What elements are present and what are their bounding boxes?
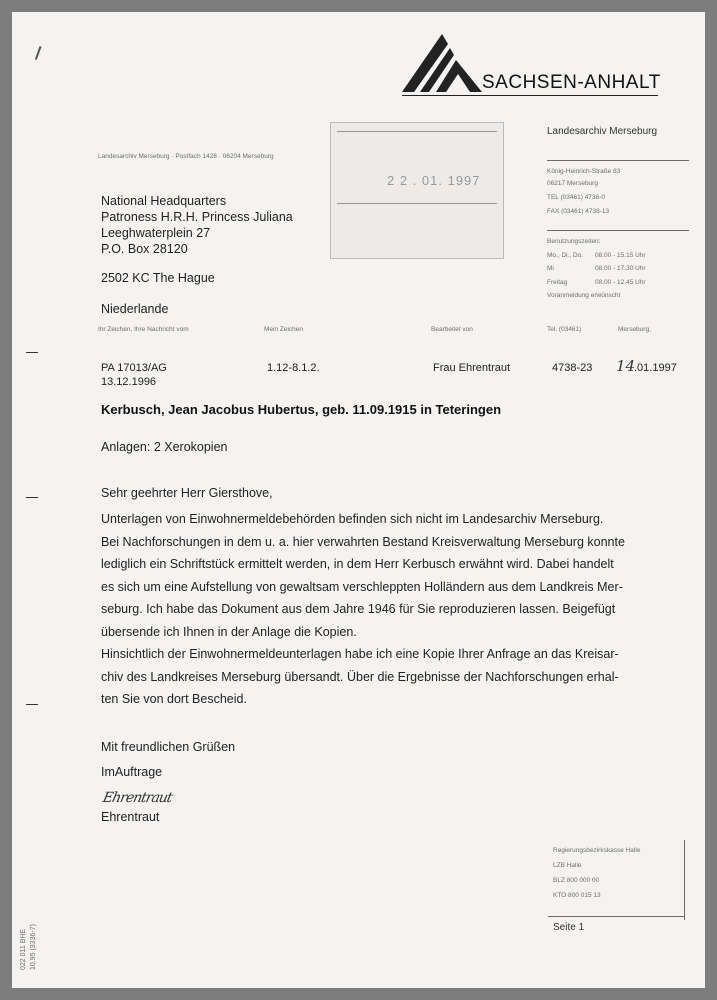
label-your-ref: Ihr Zeichen, Ihre Nachricht vom [98, 326, 189, 333]
form-number: 022 011 BHE [20, 928, 27, 970]
recipient-line-2: Patroness H.R.H. Princess Juliana [101, 210, 293, 224]
recipient-line-1: National Headquarters [101, 194, 227, 208]
attachments: Anlagen: 2 Xerokopien [101, 440, 228, 454]
date-day-handwritten: 14 [616, 357, 636, 375]
hours-title: Benutzungszeiten: [547, 238, 601, 245]
brand-underline [402, 95, 658, 96]
signer-name: Ehrentraut [101, 810, 160, 824]
appointment-note: Voranmeldung erwünscht [547, 292, 621, 299]
hours-time-3: 08.00 - 12.45 Uhr [595, 279, 646, 286]
letterhead-rule-2 [547, 230, 689, 231]
label-handled-by: Bearbeitet von [431, 326, 473, 333]
handled-by: Frau Ehrentraut [433, 362, 511, 374]
city: 06217 Merseburg [547, 180, 598, 187]
paragraph-1-line: es sich um eine Aufstellung von gewaltsam verschleppten Holländern aus dem Landkreis Mer- [101, 579, 623, 594]
salutation: Sehr geehrter Herr Giersthove, [101, 486, 273, 500]
form-date: 10.95 (3336-7) [30, 924, 37, 970]
fold-mark [26, 352, 38, 353]
page-number: Seite 1 [553, 922, 585, 933]
bank-line-1: Regierungsbezirkskasse Halle [553, 847, 641, 854]
punch-mark [26, 497, 38, 498]
received-stamp [330, 122, 504, 259]
your-ref: PA 17013/AG [101, 362, 167, 374]
street: König-Heinrich-Straße 83 [547, 168, 621, 175]
sachsen-anhalt-logo-icon [396, 32, 486, 94]
fax: FAX (03461) 4738-13 [547, 208, 610, 215]
handwritten-signature: Ehrentraut [101, 790, 174, 806]
paragraph-1-line: übersende ich Ihnen in der Anlage die Kopien. [101, 624, 357, 639]
stamp-line [337, 131, 497, 132]
ink-mark [35, 46, 47, 62]
body-paragraph-2 [101, 643, 651, 711]
subject: Kerbusch, Jean Jacobus Hubertus, geb. 11.09.1915 in Teteringen [101, 402, 502, 417]
stamp-line [337, 203, 497, 204]
stamp-date: 2 2 . 01. 1997 [387, 173, 481, 188]
closing: Mit freundlichen Grüßen [101, 740, 236, 754]
date-month-year: .01.1997 [634, 362, 677, 374]
paragraph-1-line: seburg. Ich habe das Dokument aus dem Jahre 1946 für Sie reproduzieren lassen. Beigefügt [101, 602, 616, 616]
telephone: TEL (03461) 4738-0 [547, 194, 605, 201]
bank-line-3: BLZ 800 000 00 [553, 877, 600, 884]
label-my-ref: Mein Zeichen [264, 326, 304, 333]
on-behalf: ImAuftrage [101, 765, 163, 779]
paragraph-2-line: Hinsichtlich der Einwohnermeldeunterlagen habe ich eine Kopie Ihrer Anfrage an das Kreisar- [101, 647, 619, 661]
hours-time-2: 08.00 - 17.30 Uhr [595, 265, 646, 272]
bank-line-4: KTO 800 015 13 [553, 892, 601, 899]
brand-name: SACHSEN-ANHALT [482, 72, 661, 93]
hours-day-2: Mi [547, 265, 554, 272]
body-paragraph-1 [101, 508, 651, 643]
recipient-line-3: Leeghwaterplein 27 [101, 226, 211, 240]
bank-vertical-rule [684, 840, 685, 920]
fold-mark [26, 704, 38, 705]
hours-day-1: Mo., Di., Do. [547, 252, 584, 259]
paragraph-1-line: Unterlagen von Einwohnermeldebehörden befinden sich nicht im Landesarchiv Merseburg. [101, 512, 604, 526]
tel-extension: 4738-23 [552, 362, 593, 374]
recipient-block [101, 193, 293, 257]
hours-time-1: 08.00 - 15.15 Uhr [595, 252, 646, 259]
label-tel: Tel. (03461) [547, 326, 582, 333]
bank-rule [548, 916, 685, 917]
institution-name: Landesarchiv Merseburg [547, 126, 658, 137]
paragraph-2-line: chiv des Landkreises Merseburg übersandt. Über die Ergebnisse der Nachforschungen erhal- [101, 669, 619, 684]
paragraph-1-line: lediglich ein Schriftstück ermittelt werden, in dem Herr Kerbusch erwähnt wird. Dabei handelt [101, 557, 614, 571]
label-place: Merseburg, [618, 326, 651, 333]
paragraph-2-line: ten Sie von dort Bescheid. [101, 692, 247, 706]
letter-page [12, 12, 705, 988]
recipient-line-4: P.O. Box 28120 [101, 242, 188, 256]
bank-line-2: LZB Halle [553, 862, 582, 869]
my-ref: 1.12-8.1.2. [267, 362, 320, 374]
recipient-country: Niederlande [101, 302, 169, 316]
return-address: Landesarchiv Merseburg · Postfach 1428 · 06204 Merseburg [98, 153, 274, 160]
your-ref-date: 13.12.1996 [101, 376, 157, 388]
hours-day-3: Freitag [547, 279, 568, 286]
recipient-city: 2502 KC The Hague [101, 271, 215, 285]
paragraph-1-line: Bei Nachforschungen in dem u. a. hier verwahrten Bestand Kreisverwaltung Merseburg konnte [101, 534, 625, 549]
letterhead-rule-1 [547, 160, 689, 161]
